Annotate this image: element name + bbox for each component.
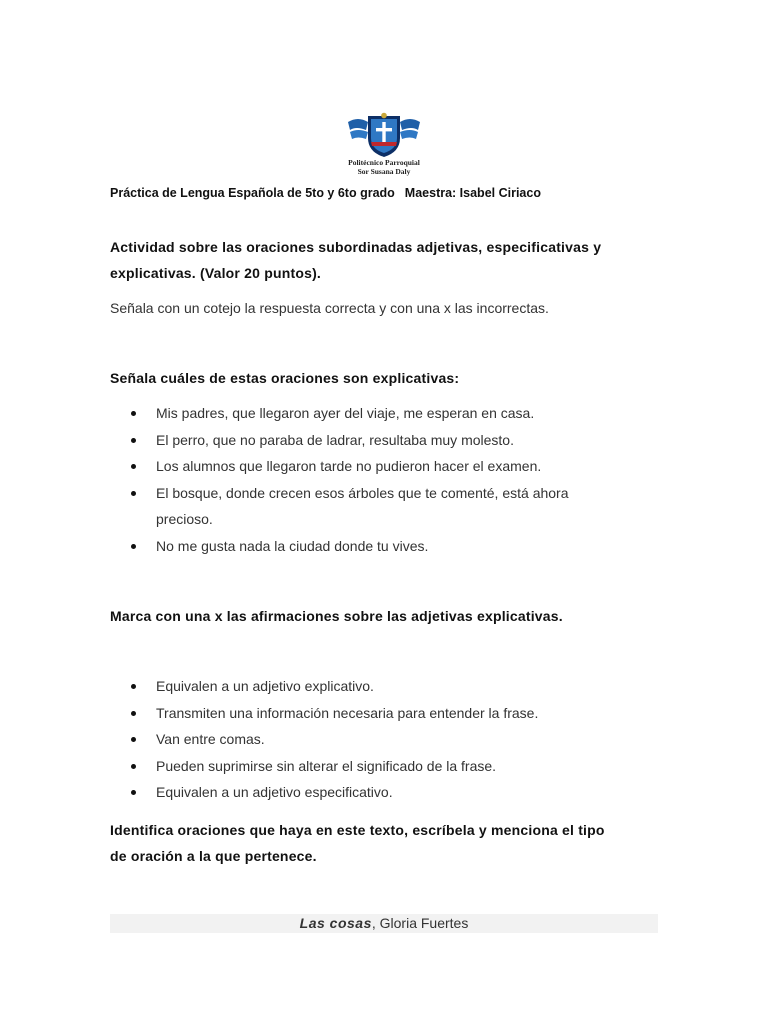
activity-title-line-2: explicativas. (Valor 20 puntos). bbox=[110, 265, 322, 281]
bullet-icon bbox=[131, 737, 136, 742]
section1-heading: Señala cuáles de estas oraciones son explicativas: bbox=[110, 370, 460, 386]
logo-line-1: Politécnico Parroquial bbox=[348, 158, 420, 167]
bullet-icon bbox=[131, 711, 136, 716]
list-item: El bosque, donde crecen esos árboles que te comenté, está ahora bbox=[110, 480, 670, 507]
section3-line-2: de oración a la que pertenece. bbox=[110, 848, 317, 864]
logo-line-2: Sor Susana Daly bbox=[357, 167, 411, 176]
activity-instruction: Señala con un cotejo la respuesta correcta y con una x las incorrectas. bbox=[110, 300, 549, 316]
list-item-continuation: precioso. bbox=[156, 511, 213, 527]
list-item: No me gusta nada la ciudad donde tu vives. bbox=[110, 533, 670, 560]
school-crest-icon bbox=[346, 112, 422, 158]
list-item: El perro, que no paraba de ladrar, resultaba muy molesto. bbox=[110, 427, 670, 454]
bullet-icon bbox=[131, 764, 136, 769]
poem-author: , Gloria Fuertes bbox=[371, 915, 469, 931]
list-item: Equivalen a un adjetivo explicativo. bbox=[110, 673, 670, 700]
bullet-icon bbox=[131, 684, 136, 689]
bullet-icon bbox=[131, 544, 136, 549]
list-item: Van entre comas. bbox=[110, 726, 670, 753]
school-logo bbox=[338, 110, 430, 178]
bullet-icon bbox=[131, 491, 136, 496]
list-item: Mis padres, que llegaron ayer del viaje, me esperan en casa. bbox=[110, 400, 670, 427]
list-item: Equivalen a un adjetivo especificativo. bbox=[110, 779, 670, 806]
practice-title: Práctica de Lengua Española de 5to y 6to grado bbox=[110, 186, 395, 200]
bullet-icon bbox=[131, 438, 136, 443]
activity-title-line-1: Actividad sobre las oraciones subordinadas adjetivas, especificativas y bbox=[110, 239, 602, 255]
poem-title-bar bbox=[110, 914, 658, 933]
bullet-icon bbox=[131, 790, 136, 795]
list-item: Transmiten una información necesaria para entender la frase. bbox=[110, 700, 670, 727]
section3-line-1: Identifica oraciones que haya en este texto, escríbela y menciona el tipo bbox=[110, 822, 605, 838]
document-header bbox=[110, 186, 541, 200]
poem-title: Las cosas bbox=[299, 915, 372, 931]
bullet-icon bbox=[131, 411, 136, 416]
section2-heading: Marca con una x las afirmaciones sobre las adjetivas explicativas. bbox=[110, 608, 563, 624]
bullet-icon bbox=[131, 464, 136, 469]
list-item: Los alumnos que llegaron tarde no pudieron hacer el examen. bbox=[110, 453, 670, 480]
list-item: Pueden suprimirse sin alterar el significado de la frase. bbox=[110, 753, 670, 780]
section2-list bbox=[110, 673, 670, 806]
teacher-name: Maestra: Isabel Ciriaco bbox=[404, 186, 541, 200]
section1-list bbox=[110, 400, 670, 559]
